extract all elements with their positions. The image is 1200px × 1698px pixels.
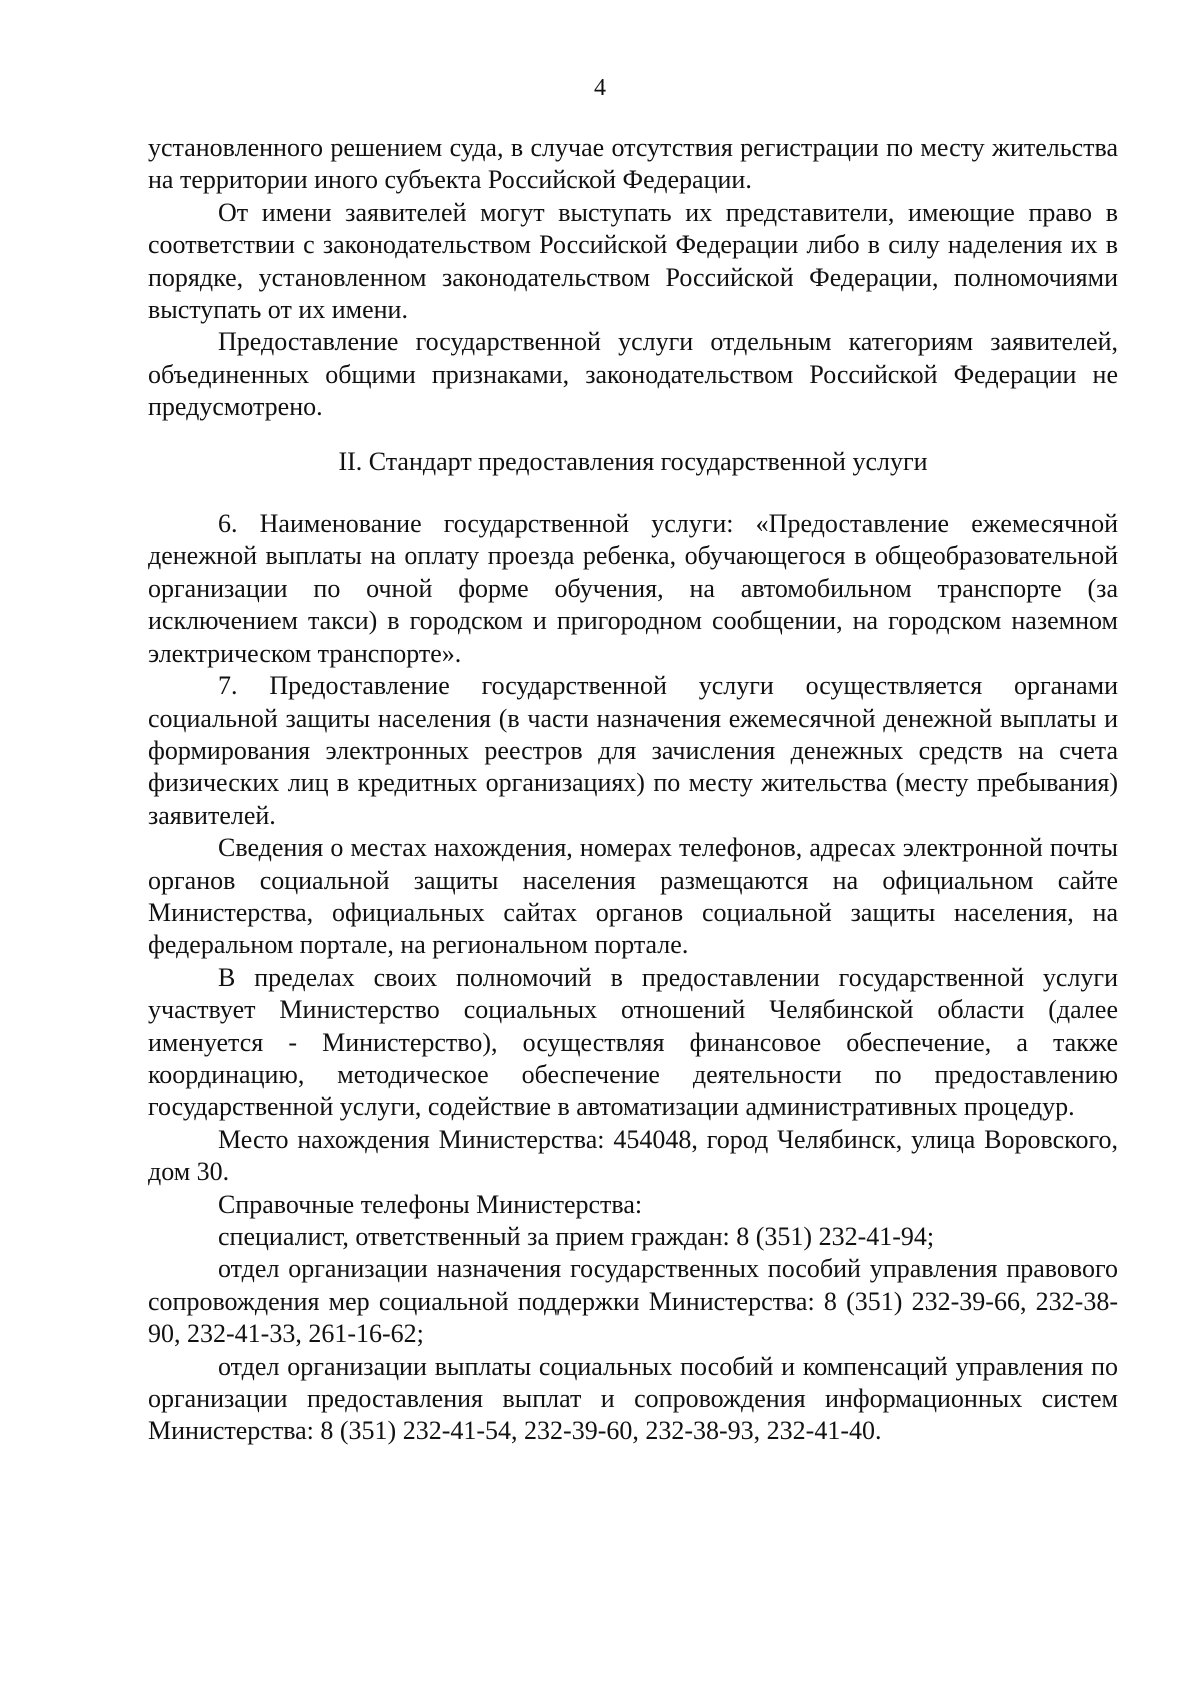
paragraph-service-name: 6. Наименование государственной услуги: «Предоставление ежемесячной денежной выплаты на оплату проезда ребенка, обучающегося в общеобразовательной организации по очной форме обучения, на автомобильном транспорте (за исключением такси) в городском и пригородном сообщении, на городском наземном электрическом транспорте».	[148, 509, 1118, 668]
page-number: 4	[594, 75, 606, 101]
paragraph-continuation: установленного решением суда, в случае отсутствия регистрации по месту жительства на территории иного субъекта Российской Федерации.	[148, 133, 1118, 195]
paragraph-service-provider: 7. Предоставление государственной услуги осуществляется органами социальной защиты населения (в части назначения ежемесячной денежной выплаты и формирования электронных реестров для зачисления денежных средств на счета физических лиц в кредитных организациях) по месту жительства (месту пребывания) заявителей.	[148, 671, 1118, 830]
paragraph-categories: Предоставление государственной услуги отдельным категориям заявителей, объединенных общими признаками, законодательством Российской Федерации не предусмотрено.	[148, 327, 1118, 422]
paragraph-ministry-address: Место нахождения Министерства: 454048, город Челябинск, улица Воровского, дом 30.	[148, 1124, 1118, 1187]
paragraph-phone-benefits-department: отдел организации назначения государственных пособий управления правового сопровождения мер социальной поддержки Министерства: 8 (351) 232-39-66, 232-38-90, 232-41-33, 261-16-62;	[148, 1254, 1118, 1349]
paragraph-representatives: От имени заявителей могут выступать их представители, имеющие право в соответствии с законодательством Российской Федерации либо в силу наделения их в порядке, установленном законодательством Российской Федерации, полномочиями выступать от их имени.	[148, 197, 1118, 325]
paragraph-phones-heading: Справочные телефоны Министерства:	[218, 1189, 643, 1219]
section-heading: II. Стандарт предоставления государственной услуги	[338, 446, 928, 476]
paragraph-contact-info: Сведения о местах нахождения, номерах телефонов, адресах электронной почты органов социальной защиты населения размещаются на официальном сайте Министерства, официальных сайтах органов социальной защиты населения, на федеральном портале, на региональном портале.	[148, 833, 1118, 960]
paragraph-phone-payments-department: отдел организации выплаты социальных пособий и компенсаций управления по организации предоставления выплат и сопровождения информационных систем Министерства: 8 (351) 232-41-54, 232-39-60, 232-38-93, 232-41-40.	[148, 1351, 1118, 1446]
document-body	[148, 132, 1118, 1448]
paragraph-ministry-role: В пределах своих полномочий в предоставлении государственной услуги участвует Министерство социальных отношений Челябинской области (далее именуется - Министерство), осуществляя финансовое обеспечение, а также координацию, методическое обеспечение деятельности по предоставлению государственной услуги, содействие в автоматизации административных процедур.	[148, 962, 1118, 1122]
paragraph-phone-specialist: специалист, ответственный за прием граждан: 8 (351) 232-41-94;	[218, 1222, 935, 1251]
